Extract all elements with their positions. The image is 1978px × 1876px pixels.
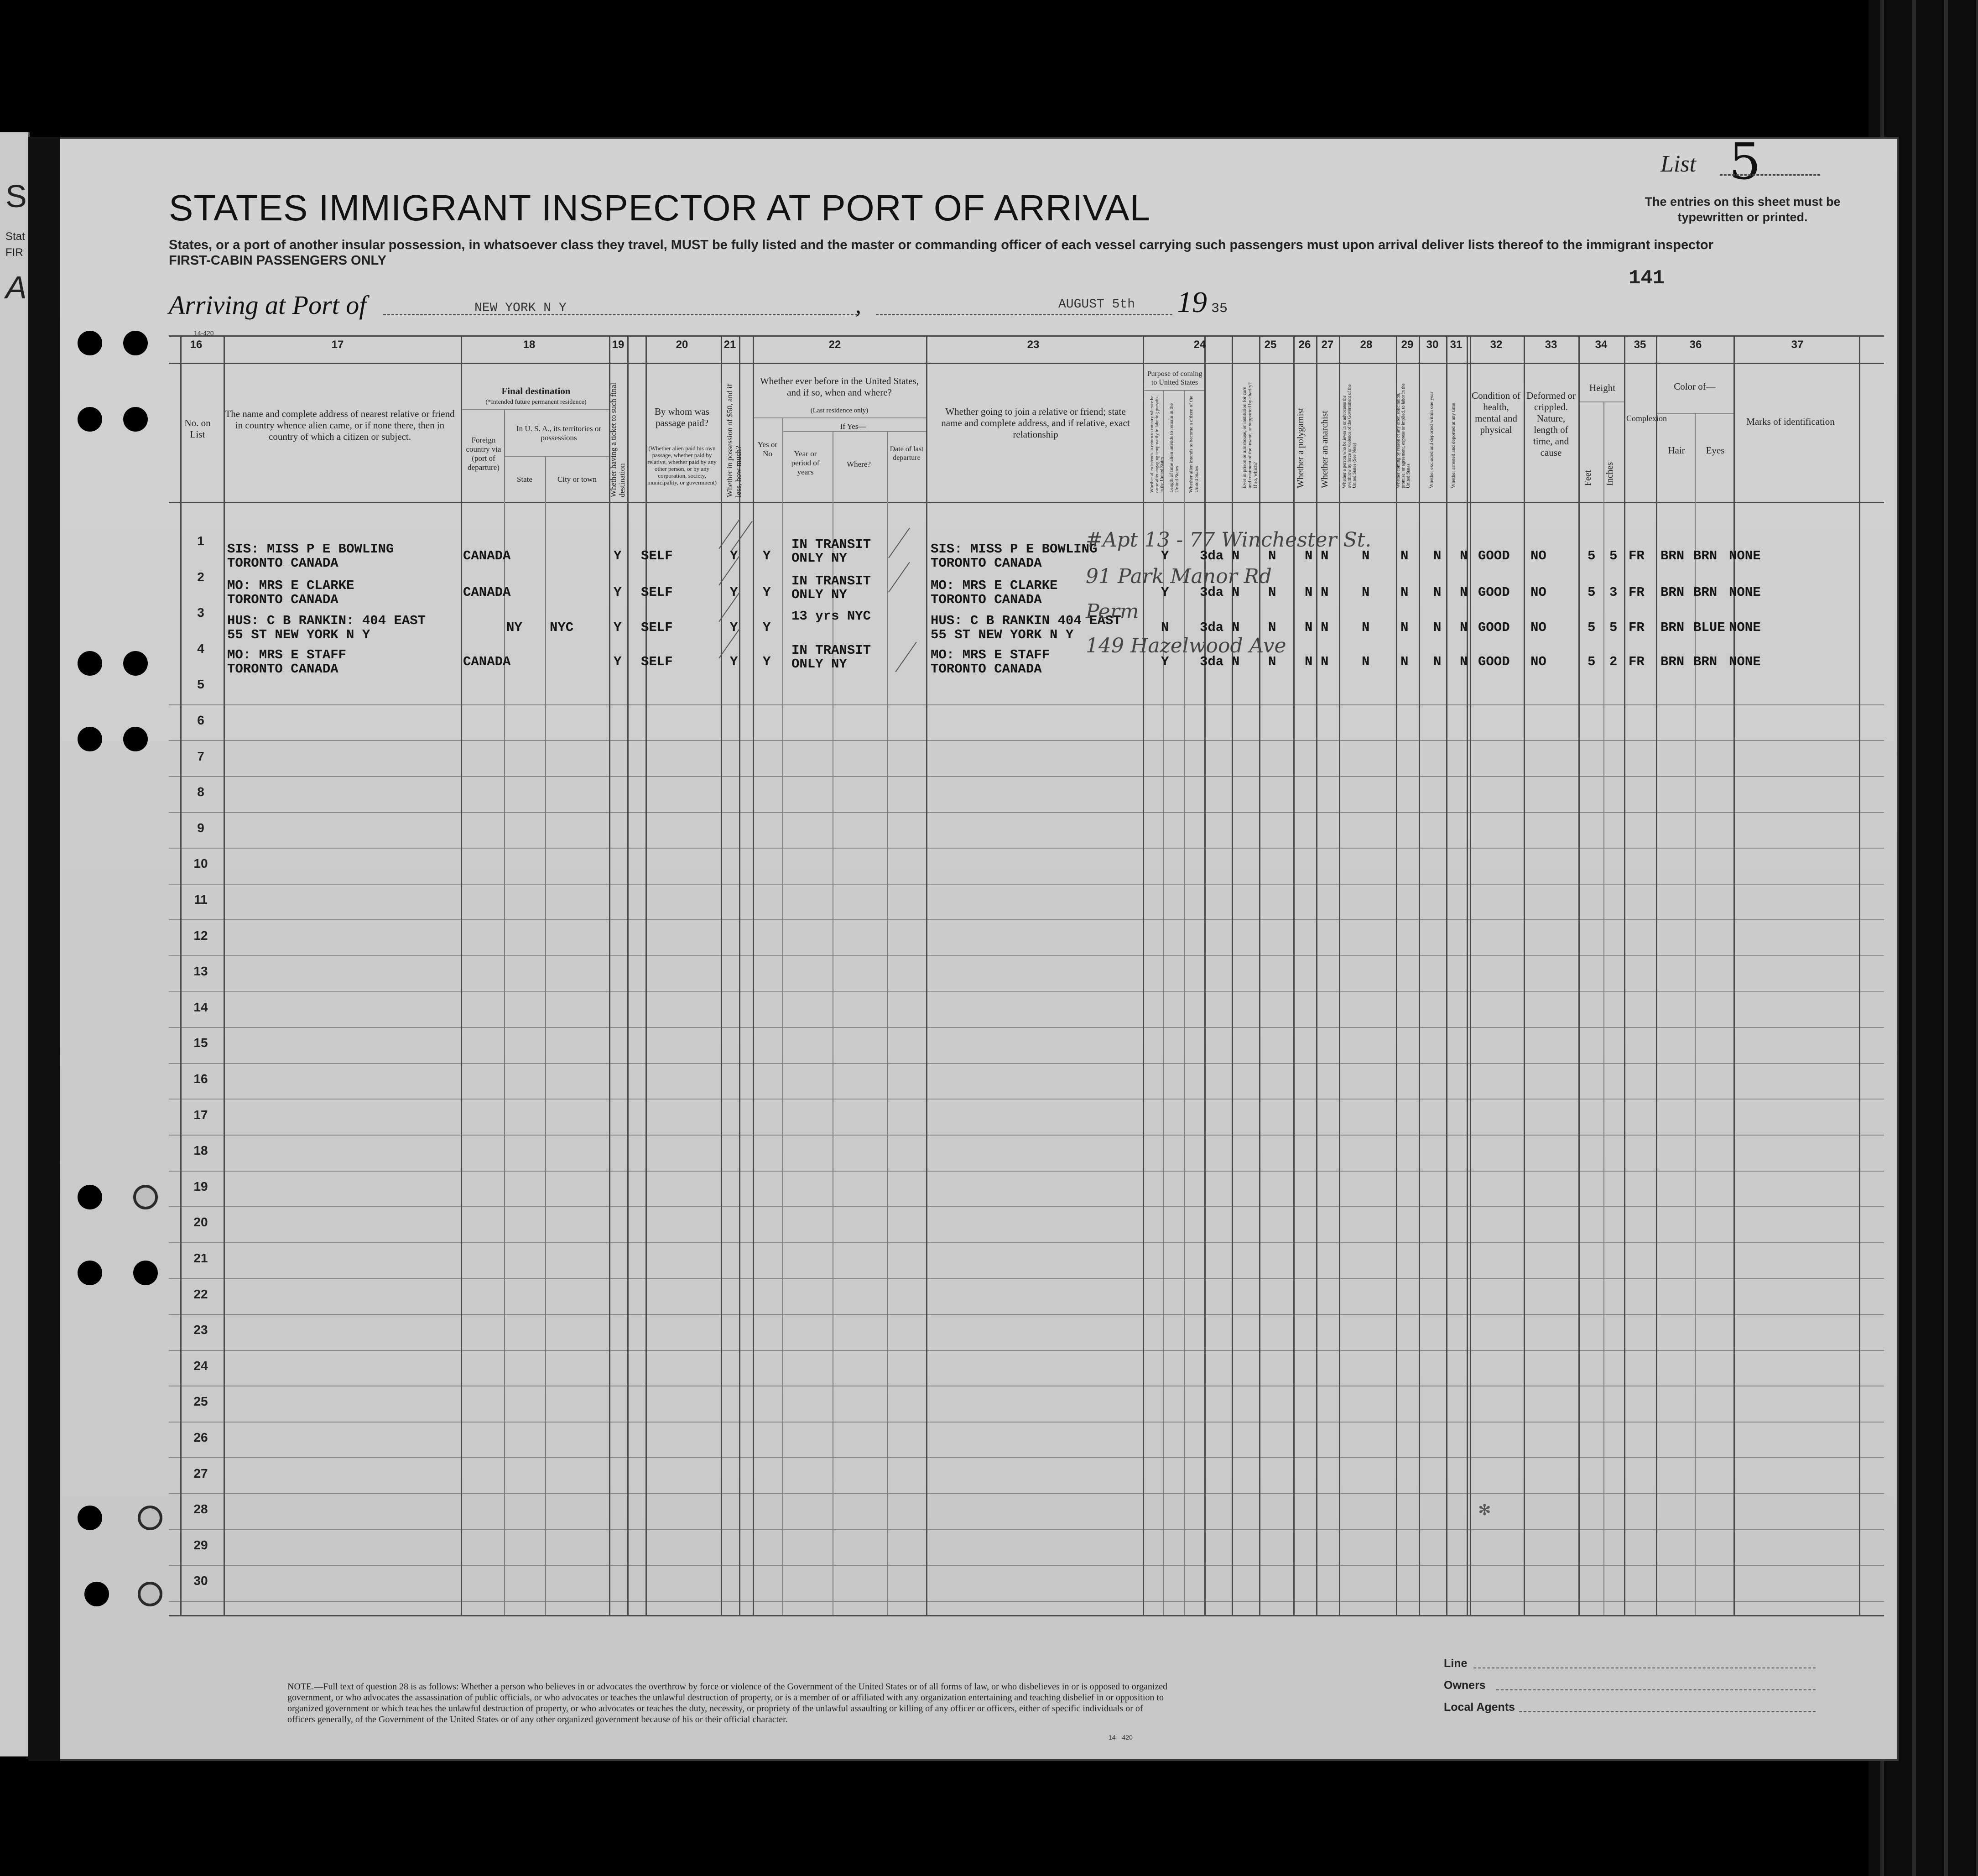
intends-return: N — [1161, 620, 1169, 635]
destination-city: NYC — [550, 620, 574, 635]
height-inches: 5 — [1609, 620, 1618, 635]
join-address: TORONTO CANADA — [931, 662, 1042, 677]
relative-address: 55 ST NEW YORK N Y — [227, 627, 370, 642]
prison-value: N — [1268, 620, 1276, 635]
line-label: Line — [1444, 1657, 1468, 1670]
row-number: 7 — [197, 749, 204, 763]
polygamist-value: N — [1305, 620, 1313, 635]
health-value: GOOD — [1478, 548, 1510, 563]
row-number: 10 — [193, 856, 208, 870]
header-complexion: Complexion — [1626, 414, 1667, 423]
previous-page-edge — [0, 132, 30, 1756]
manifest-page — [28, 137, 1899, 1761]
passage-paid-by: SELF — [641, 585, 673, 600]
intends-citizen: N — [1232, 654, 1240, 669]
header-last-residence: (Last residence only) — [810, 407, 869, 414]
punch-hole — [78, 727, 102, 751]
port-underline — [383, 314, 858, 315]
punch-hole — [84, 1582, 109, 1606]
header-excluded: Whether excluded and deported within one year — [1429, 391, 1434, 488]
relative-name: HUS: C B RANKIN: 404 EAST — [227, 613, 426, 628]
header-final-destination-sub: (*Intended future permanent residence) — [485, 399, 587, 406]
row-number: 12 — [193, 928, 208, 943]
agents-label: Local Agents — [1444, 1701, 1515, 1714]
excluded-value: N — [1433, 620, 1442, 635]
foreign-country: CANADA — [463, 654, 511, 669]
header-in-usa: In U. S. A., its territories or possessions — [516, 424, 602, 442]
column-number: 30 — [1426, 339, 1439, 351]
years-in-us: 13 yrs NYC — [791, 609, 871, 624]
header-purpose: Purpose of coming to United States — [1147, 370, 1202, 386]
identification-marks: NONE — [1729, 585, 1761, 600]
column-number: 34 — [1595, 339, 1608, 351]
header-height: Height — [1589, 382, 1616, 393]
typewritten-note: The entries on this sheet must be typewritten or printed. — [1645, 195, 1841, 224]
column-number: 24 — [1193, 339, 1206, 351]
column-number: 37 — [1791, 339, 1804, 351]
column-number: 32 — [1490, 339, 1503, 351]
height-inches: 3 — [1609, 585, 1618, 600]
length-of-stay: 3da — [1200, 585, 1224, 600]
relative-name: SIS: MISS P E BOWLING — [227, 542, 394, 557]
sheet-number: 141 — [1629, 267, 1665, 290]
header-intends-citizen: Whether alien intends to become a citizen of the United States — [1188, 396, 1199, 493]
overthrow-value: N — [1362, 620, 1370, 635]
eye-color: BRN — [1693, 654, 1718, 669]
owners-underline — [1496, 1689, 1816, 1690]
deformed-value: NO — [1530, 620, 1546, 635]
header-last-departure: Date of last departure — [890, 445, 924, 462]
polygamist-value: N — [1305, 585, 1313, 600]
years-in-us: IN TRANSIT — [791, 573, 871, 589]
arrested-value: N — [1460, 620, 1468, 635]
relative-address: TORONTO CANADA — [227, 592, 338, 607]
prison-value: N — [1268, 654, 1276, 669]
intends-return: Y — [1161, 548, 1169, 563]
hair-color: BRN — [1660, 620, 1685, 635]
row-number: 2 — [197, 570, 204, 584]
row-number: 30 — [193, 1574, 208, 1588]
hair-color: BRN — [1660, 548, 1685, 563]
join-address: 55 ST NEW YORK N Y — [931, 627, 1074, 642]
row-number: 6 — [197, 713, 204, 727]
relative-address: TORONTO CANADA — [227, 662, 338, 677]
intends-return: Y — [1161, 654, 1169, 669]
column-number: 31 — [1450, 339, 1463, 351]
ever-before-value: Y — [763, 548, 771, 563]
subtitle-line: FIRST-CABIN PASSENGERS ONLY — [169, 253, 386, 268]
row-number: 4 — [197, 641, 204, 656]
arriving-label: Arriving at Port of — [169, 290, 367, 320]
labor-value: N — [1400, 654, 1409, 669]
punch-hole — [123, 651, 148, 676]
subtitle-line: States, or a port of another insular possession, in whatsoever class they travel, MUST be fully listed and the master or commanding officer of each vessel carrying such passengers must upon arrival deliver lists thereof to the immigrant inspector — [169, 238, 1713, 252]
punch-hole — [78, 1261, 102, 1285]
row-number: 18 — [193, 1143, 208, 1157]
column-number: 23 — [1027, 339, 1040, 351]
height-feet: 5 — [1588, 654, 1596, 669]
header-length-of-stay: Length of time alien intends to remain in the United States — [1169, 403, 1180, 493]
handwritten-address: 149 Hazelwood Ave — [1086, 634, 1286, 657]
list-number: 5 — [1729, 132, 1761, 191]
row-number: 21 — [193, 1251, 208, 1265]
column-number: 16 — [190, 339, 203, 351]
punch-hole — [78, 1506, 102, 1530]
page-title: STATES IMMIGRANT INSPECTOR AT PORT OF ARRIVAL — [169, 188, 1151, 228]
health-value: GOOD — [1478, 620, 1510, 635]
column-number: 25 — [1264, 339, 1277, 351]
ticket-value: Y — [614, 585, 622, 600]
row-number: 11 — [194, 892, 208, 907]
complexion-value: FR — [1629, 620, 1645, 635]
row-number: 20 — [193, 1215, 208, 1229]
row-number: 29 — [193, 1538, 208, 1552]
punch-hole — [78, 651, 102, 676]
form-tag: 14-420 — [194, 329, 214, 337]
polygamist-value: N — [1305, 548, 1313, 563]
header-foreign-country: Foreign country via (port of departure) — [466, 436, 501, 472]
header-state: State — [517, 475, 532, 484]
punch-hole — [133, 1261, 158, 1285]
punch-hole — [133, 1185, 158, 1209]
height-inches: 5 — [1609, 548, 1618, 563]
row-number: 23 — [193, 1323, 208, 1337]
length-of-stay: 3da — [1200, 654, 1224, 669]
identification-marks: NONE — [1729, 548, 1761, 563]
anarchist-value: N — [1321, 620, 1329, 635]
agents-underline — [1519, 1711, 1816, 1712]
row-number: 16 — [193, 1072, 208, 1086]
join-relative: SIS: MISS P E BOWLING — [931, 542, 1098, 557]
header-relative-address: The name and complete address of nearest relative or friend in country whence alien came, or if none there, then in country of which a citizen or subject. — [225, 408, 455, 442]
anarchist-value: N — [1321, 654, 1329, 669]
hair-color: BRN — [1660, 654, 1685, 669]
years-in-us: IN TRANSIT — [791, 643, 871, 658]
identification-marks: NONE — [1729, 654, 1761, 669]
years-in-us-line2: ONLY NY — [791, 587, 847, 602]
header-arrested: Whether arrested and deported at any time — [1451, 403, 1456, 488]
row-number: 13 — [193, 964, 208, 978]
passage-paid-by: SELF — [641, 548, 673, 563]
punch-hole — [123, 727, 148, 751]
arrested-value: N — [1460, 654, 1468, 669]
prison-value: N — [1268, 585, 1276, 600]
foreign-country: CANADA — [463, 585, 511, 600]
height-inches: 2 — [1609, 654, 1618, 669]
polygamist-value: N — [1305, 654, 1313, 669]
row-number: 1 — [197, 534, 204, 548]
header-eyes: Eyes — [1706, 445, 1725, 456]
join-relative: HUS: C B RANKIN 404 EAST — [931, 613, 1121, 628]
fifty-dollar-value: Y — [730, 654, 738, 669]
identification-marks: NONE — [1729, 620, 1761, 635]
excluded-value: N — [1433, 548, 1442, 563]
header-deformed: Deformed or crippled. Nature, length of time, and cause — [1526, 390, 1576, 458]
overthrow-value: N — [1362, 548, 1370, 563]
header-ticket: Whether having a ticket to such final destination — [609, 382, 626, 497]
complexion-value: FR — [1629, 585, 1645, 600]
list-label: List — [1660, 151, 1697, 177]
punch-hole — [123, 407, 148, 432]
row-number: 17 — [193, 1108, 208, 1122]
column-number: 21 — [724, 339, 736, 351]
port-value: NEW YORK N Y — [474, 301, 567, 315]
row-number: 28 — [193, 1502, 208, 1516]
ticket-value: Y — [614, 654, 622, 669]
length-of-stay: 3da — [1200, 548, 1224, 563]
date-underline — [876, 314, 1172, 315]
arrested-value: N — [1460, 585, 1468, 600]
years-in-us: IN TRANSIT — [791, 537, 871, 552]
prison-value: N — [1268, 548, 1276, 563]
row-number: 25 — [193, 1394, 208, 1408]
intends-citizen: N — [1232, 548, 1240, 563]
ever-before-value: Y — [763, 654, 771, 669]
years-in-us-line2: ONLY NY — [791, 657, 847, 672]
row-number: 3 — [197, 605, 204, 620]
ever-before-value: Y — [763, 620, 771, 635]
year-suffix: 35 — [1211, 301, 1228, 317]
eye-color: BRN — [1693, 548, 1718, 563]
row-number: 14 — [193, 1000, 208, 1014]
excluded-value: N — [1433, 654, 1442, 669]
prev-page-fragment: Stat — [5, 230, 25, 243]
intends-citizen: N — [1232, 585, 1240, 600]
row-number: 22 — [193, 1287, 208, 1301]
height-feet: 5 — [1588, 548, 1596, 563]
punch-hole — [78, 1185, 102, 1209]
header-no-on-list: No. on List — [184, 417, 211, 440]
header-yes-no: Yes or No — [757, 440, 778, 458]
relative-address: TORONTO CANADA — [227, 556, 338, 571]
ticket-value: Y — [614, 620, 622, 635]
column-number: 36 — [1689, 339, 1702, 351]
year-prefix: 19 — [1177, 286, 1207, 319]
column-number: 22 — [828, 339, 841, 351]
row-number: 19 — [193, 1179, 208, 1193]
column-number: 17 — [331, 339, 344, 351]
column-number: 18 — [523, 339, 536, 351]
header-health: Condition of health, mental and physical — [1472, 390, 1520, 435]
column-number: 28 — [1360, 339, 1373, 351]
row-number: 15 — [193, 1036, 208, 1050]
eye-color: BLUE — [1693, 620, 1725, 635]
header-fifty-dollars: Whether in possession of $50, and if less, how much? — [725, 384, 743, 497]
header-passage-paid: By whom was passage paid? — [654, 406, 710, 428]
column-number: 19 — [612, 339, 625, 351]
header-if-yes: If Yes— — [840, 422, 866, 431]
separator: , — [855, 292, 861, 318]
header-intends-return: Whether alien intends to return to country whence he came after engaging temporarily in laboring pursuits in the United States — [1150, 396, 1165, 493]
hair-color: BRN — [1660, 585, 1685, 600]
intends-return: Y — [1161, 585, 1169, 600]
years-in-us-line2: ONLY NY — [791, 551, 847, 566]
labor-value: N — [1400, 585, 1409, 600]
row-number: 24 — [193, 1359, 208, 1373]
excluded-value: N — [1433, 585, 1442, 600]
deformed-value: NO — [1530, 654, 1546, 669]
labor-value: N — [1400, 620, 1409, 635]
header-city: City or town — [557, 475, 597, 484]
column-number: 26 — [1298, 339, 1311, 351]
handwritten-address: #Apt 13 - 77 Winchester St. — [1086, 528, 1372, 552]
ink-mark: ✻ — [1478, 1501, 1491, 1519]
join-relative: MO: MRS E STAFF — [931, 647, 1050, 662]
date-value: AUGUST 5th — [1058, 297, 1135, 312]
destination-state: NY — [506, 620, 522, 635]
fifty-dollar-value: Y — [730, 585, 738, 600]
footer-form-tag: 14—420 — [1109, 1734, 1133, 1741]
header-inches: Inches — [1605, 462, 1615, 486]
header-labor-offer: Whether coming by reason of any offer, solicitation, promise, or agreement, express or implied, to labor in the United States — [1396, 383, 1411, 488]
prev-page-fragment: A — [5, 270, 27, 305]
complexion-value: FR — [1629, 654, 1645, 669]
anarchist-value: N — [1321, 585, 1329, 600]
row-number: 27 — [193, 1466, 208, 1480]
relative-name: MO: MRS E CLARKE — [227, 578, 354, 593]
overthrow-value: N — [1362, 585, 1370, 600]
list-underline — [1720, 174, 1820, 176]
join-address: TORONTO CANADA — [931, 592, 1042, 607]
prev-page-fragment: S — [5, 178, 27, 214]
header-final-destination: Final destination — [501, 386, 571, 396]
punch-hole — [78, 331, 102, 355]
fifty-dollar-value: Y — [730, 548, 738, 563]
health-value: GOOD — [1478, 585, 1510, 600]
passage-paid-by: SELF — [641, 620, 673, 635]
labor-value: N — [1400, 548, 1409, 563]
column-number: 35 — [1634, 339, 1646, 351]
ticket-value: Y — [614, 548, 622, 563]
punch-hole — [123, 331, 148, 355]
row-number: 8 — [197, 785, 204, 799]
row-number: 26 — [193, 1430, 208, 1444]
foreign-country: CANADA — [463, 548, 511, 563]
header-marks: Marks of identification — [1746, 416, 1835, 427]
header-years: Year or period of years — [791, 449, 820, 476]
intends-citizen: N — [1232, 620, 1240, 635]
header-where: Where? — [847, 460, 871, 469]
height-feet: 5 — [1588, 585, 1596, 600]
passage-paid-by: SELF — [641, 654, 673, 669]
prev-page-fragment: FIR — [5, 246, 23, 259]
row-number: 9 — [197, 821, 204, 835]
deformed-value: NO — [1530, 548, 1546, 563]
header-prison: Ever in prison or almshouse, or institution for care and treatment of the insane, or supported by charity? If so, which? — [1242, 382, 1258, 488]
handwritten-address: 91 Park Manor Rd — [1086, 565, 1272, 588]
header-feet: Feet — [1583, 470, 1593, 486]
owners-label: Owners — [1444, 1679, 1486, 1692]
punch-hole — [138, 1582, 162, 1606]
row-number: 5 — [197, 677, 204, 691]
arrested-value: N — [1460, 548, 1468, 563]
header-ever-before: Whether ever before in the United States, and if so, when and where? — [760, 375, 919, 398]
header-color-of: Color of— — [1674, 381, 1716, 392]
header-polygamist: Whether a polygamist — [1296, 407, 1306, 488]
overthrow-value: N — [1362, 654, 1370, 669]
join-address: TORONTO CANADA — [931, 556, 1042, 571]
column-number: 27 — [1321, 339, 1334, 351]
header-passage-paid-sub: (Whether alien paid his own passage, whether paid by relative, whether paid by any other person, or by any corporation, society, municipality, or government) — [647, 445, 717, 486]
footer-note: NOTE.—Full text of question 28 is as follows: Whether a person who believes in or advocates the overthrow by force or violence of the Government of the United States or of all forms of law, or who disbelieves in or is opposed to organized government, or who advocates the assassination of public officials, or who advocates or teaches the unlawful destruction of property, or is a member of or affiliated with any organization entertaining and teaching disbelief in or opposition to organized government or which teaches the unlawful destruction of property, or who advocates or teaches the duty, necessity, or propriety of the unlawful assaulting or killing of any officer or officers, either of specific individuals or of officers generally, of the Government of the United States or of any other organized government because of his or their official character. — [287, 1682, 1168, 1725]
length-of-stay: 3da — [1200, 620, 1224, 635]
eye-color: BRN — [1693, 585, 1718, 600]
anarchist-value: N — [1321, 548, 1329, 563]
health-value: GOOD — [1478, 654, 1510, 669]
handwritten-address: Perm — [1086, 600, 1139, 623]
header-overthrow: Whether a person who believes in or advocates the overthrow by force or violence of the Government of the United States (See Note) — [1342, 384, 1357, 488]
column-number: 20 — [676, 339, 688, 351]
relative-name: MO: MRS E STAFF — [227, 647, 347, 662]
header-anarchist: Whether an anarchist — [1320, 411, 1330, 488]
ever-before-value: Y — [763, 585, 771, 600]
join-relative: MO: MRS E CLARKE — [931, 578, 1058, 593]
punch-hole — [78, 407, 102, 432]
page-binding — [28, 137, 60, 1761]
complexion-value: FR — [1629, 548, 1645, 563]
header-hair: Hair — [1668, 445, 1685, 456]
punch-hole — [138, 1506, 162, 1530]
fifty-dollar-value: Y — [730, 620, 738, 635]
column-number: 29 — [1401, 339, 1414, 351]
deformed-value: NO — [1530, 585, 1546, 600]
header-join-relative: Whether going to join a relative or friend; state name and complete address, and if relative, exact relationship — [941, 406, 1130, 440]
height-feet: 5 — [1588, 620, 1596, 635]
column-number: 33 — [1545, 339, 1557, 351]
page-subtitle — [169, 237, 1713, 268]
